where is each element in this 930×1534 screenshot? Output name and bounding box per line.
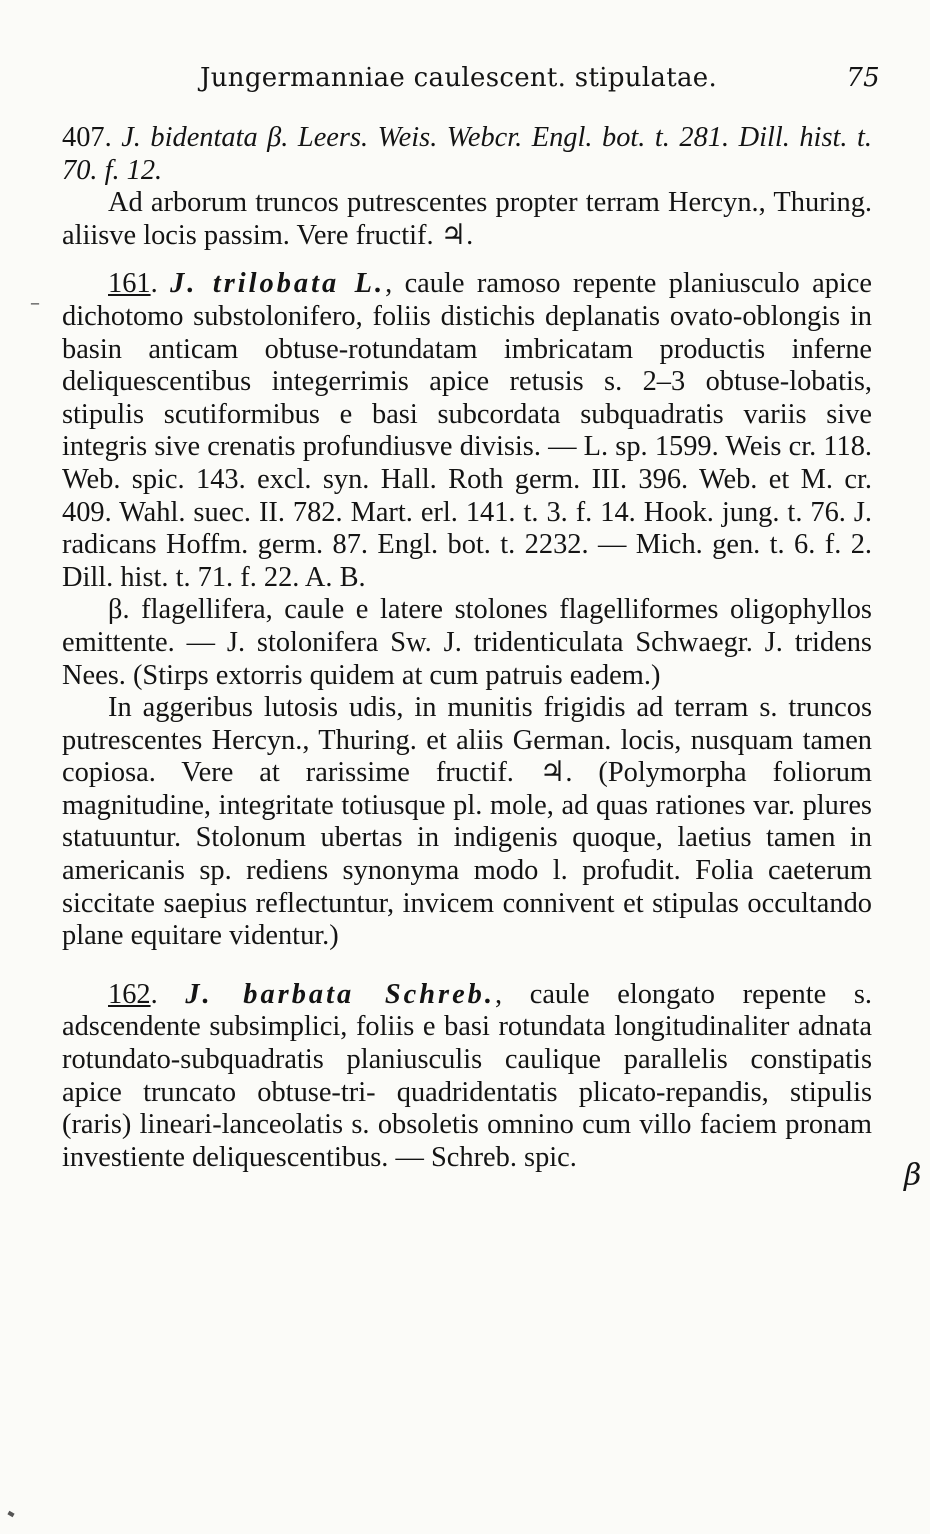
entry-162-number: 162 <box>108 978 151 1010</box>
running-title: Jungermanniae caulescent. stipulatae. <box>200 63 718 93</box>
corner-speck <box>7 1511 14 1517</box>
entry-407-number: 407. <box>62 122 112 153</box>
margin-dash: – <box>30 290 40 314</box>
entry-162-name: J. barbata Schreb. <box>185 978 495 1010</box>
entry-161-variety: β. flagellifera, caule e latere stolones flagelliformes oligophyllos emittente. — J. stolonifera Sw. J. tridenticulata Schwaegr. J. tridens Nees. (Stirps extorris quidem at cum patruis eadem.) <box>62 594 872 691</box>
running-header <box>200 60 880 96</box>
entry-161-name: J. trilobata L. <box>170 268 386 300</box>
entry-407 <box>62 122 872 187</box>
page-body <box>62 122 872 1174</box>
entry-407-habitat: Ad arborum truncos putrescentes propter terram Hercyn., Thuring. aliisve locis passim. Vere fructif. ♃. <box>62 187 872 251</box>
page-number: 75 <box>846 63 880 93</box>
entry-161: 161. J. trilobata L., caule ramoso repente planiusculo apice dichotomo substolonifero, foliis distichis deplanatis ovato-oblongis in basin anticam obtuse-rotundatam imbricatam productis inferne deliquescentibus integerrimis apice retusis s. 2–3 obtuse-lobatis, stipulis scutiformibus e basi subcordata subquadratis variis sive integris sive crenatis profundiusve divisis. — L. sp. 1599. Weis cr. 118. Web. spic. 143. excl. syn. Hall. Roth germ. III. 396. Web. et M. cr. 409. Wahl. suec. II. 782. Mart. erl. 141. t. 3. f. 14. Hook. jung. t. 76. J. radicans Hoffm. germ. 87. Engl. bot. t. 2232. — Mich. gen. t. 6. f. 2. Dill. hist. t. 71. f. 22. A. B. <box>62 268 872 593</box>
entry-407-text: J. bidentata β. Leers. Weis. Webcr. Engl. bot. t. 281. Dill. hist. t. 70. f. 12. <box>62 122 872 186</box>
margin-note: β <box>904 1158 922 1193</box>
entry-161-number: 161 <box>108 268 151 300</box>
entry-162-description: , caule elongato repente s. adscendente subsimplici, foliis e basi rotundata longitudinaliter adnata rotundato-subquadratis planiusculis caulique parallelis constipatis apice truncato obtuse-tri- quadridentatis plicato-repandis, stipulis (raris) lineari-lanceolatis s. obsoletis omnino cum villo faciem pronam investiente deliquescentibus. — Schreb. spic. <box>62 978 872 1173</box>
entry-161-habitat: In aggeribus lutosis udis, in munitis frigidis ad terram s. truncos putrescentes Hercyn., Thuring. et aliis German. locis, nusquam tamen copiosa. Vere at rarissime fructif. ♃. (Polymorpha foliorum magnitudine, integritate totiusque pl. mole, ad quas rationes var. plures statuuntur. Stolonum ubertas in indigenis quoque, laetius tamen in americanis sp. rediens synonyma modo l. profudit. Folia caeterum siccitate saepius reflectuntur, invicem connivent et stipulas occultando plane equitare videntur.) <box>62 692 872 952</box>
entry-161-description: , caule ramoso repente planiusculo apice dichotomo substolonifero, foliis distichis deplanatis ovato-oblongis in basin anticam obtuse-rotundatam imbricatam productis inferne deliquescentibus integerrimis apice retusis s. 2–3 obtuse-lobatis, stipulis scutiformibus e basi subcordata subquadratis variis sive integris sive crenatis profundiusve divisis. — L. sp. 1599. Weis cr. 118. Web. spic. 143. excl. syn. Hall. Roth germ. III. 396. Web. et M. cr. 409. Wahl. suec. II. 782. Mart. erl. 141. t. 3. f. 14. Hook. jung. t. 76. J. radicans Hoffm. germ. 87. Engl. bot. t. 2232. — Mich. gen. t. 6. f. 2. Dill. hist. t. 71. f. 22. A. B. <box>62 268 872 593</box>
entry-162: 162. J. barbata Schreb., caule elongato repente s. adscendente subsimplici, foliis e basi rotundata longitudinaliter adnata rotundato-subquadratis planiusculis caulique parallelis constipatis apice truncato obtuse-tri- quadridentatis plicato-repandis, stipulis (raris) lineari-lanceolatis s. obsoletis omnino cum villo faciem pronam investiente deliquescentibus. — Schreb. spic. <box>62 978 872 1173</box>
